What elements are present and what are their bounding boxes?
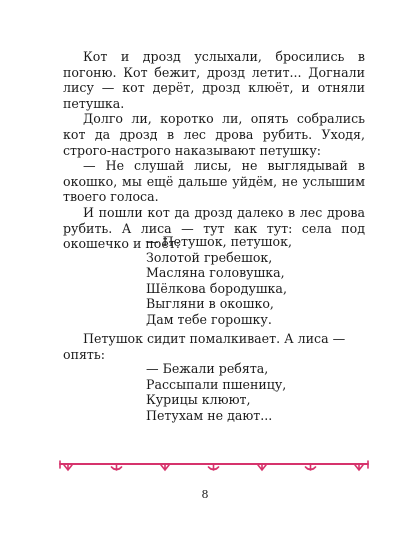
verse-line: Рассыпали пшеницу, [146,376,287,392]
page-number: 8 [201,488,209,501]
verse-line: — Петушок, петушок, [146,234,292,249]
verse-line: Выгляни в окошко, [146,296,274,312]
fox-song-verse-1 [146,234,292,328]
verse-line: — Бежали ребята, [146,361,269,376]
fox-song-verse-2 [146,361,286,423]
decorative-border-ornament [58,458,370,472]
paragraph: Кот и дрозд услыхали, бросились в погоню. Кот бежит, дрозд летит... Догнали лису — кот дерёт, дрозд клюёт, и отняли петушка. [63,49,365,111]
story-text-top [63,49,365,252]
paragraph: Долго ли, коротко ли, опять собрались кот да дрозд в лес дрова рубить. Уходя, строго-настрого наказывают петушку: [63,111,365,158]
verse-line: Петухам не дают... [146,407,273,423]
paragraph: Петушок сидит помалкивает. А лиса — опять: [63,331,346,362]
story-text-middle [63,331,365,362]
paragraph: И пошли кот да дрозд далеко в лес дрова рубить. А лиса — тут как тут: села под окошечко и поёт: [63,204,365,252]
paragraph: — Не слушай лисы, не выглядывай в окошко, мы ещё дальше уйдём, не услышим твоего голоса. [63,158,365,205]
verse-line: Шёлкова бородушка, [146,280,287,296]
verse-line: Дам тебе горошку. [146,311,272,327]
verse-line: Золотой гребешок, [146,249,273,265]
verse-line: Курицы клюют, [146,392,251,408]
verse-line: Масляна головушка, [146,265,285,281]
